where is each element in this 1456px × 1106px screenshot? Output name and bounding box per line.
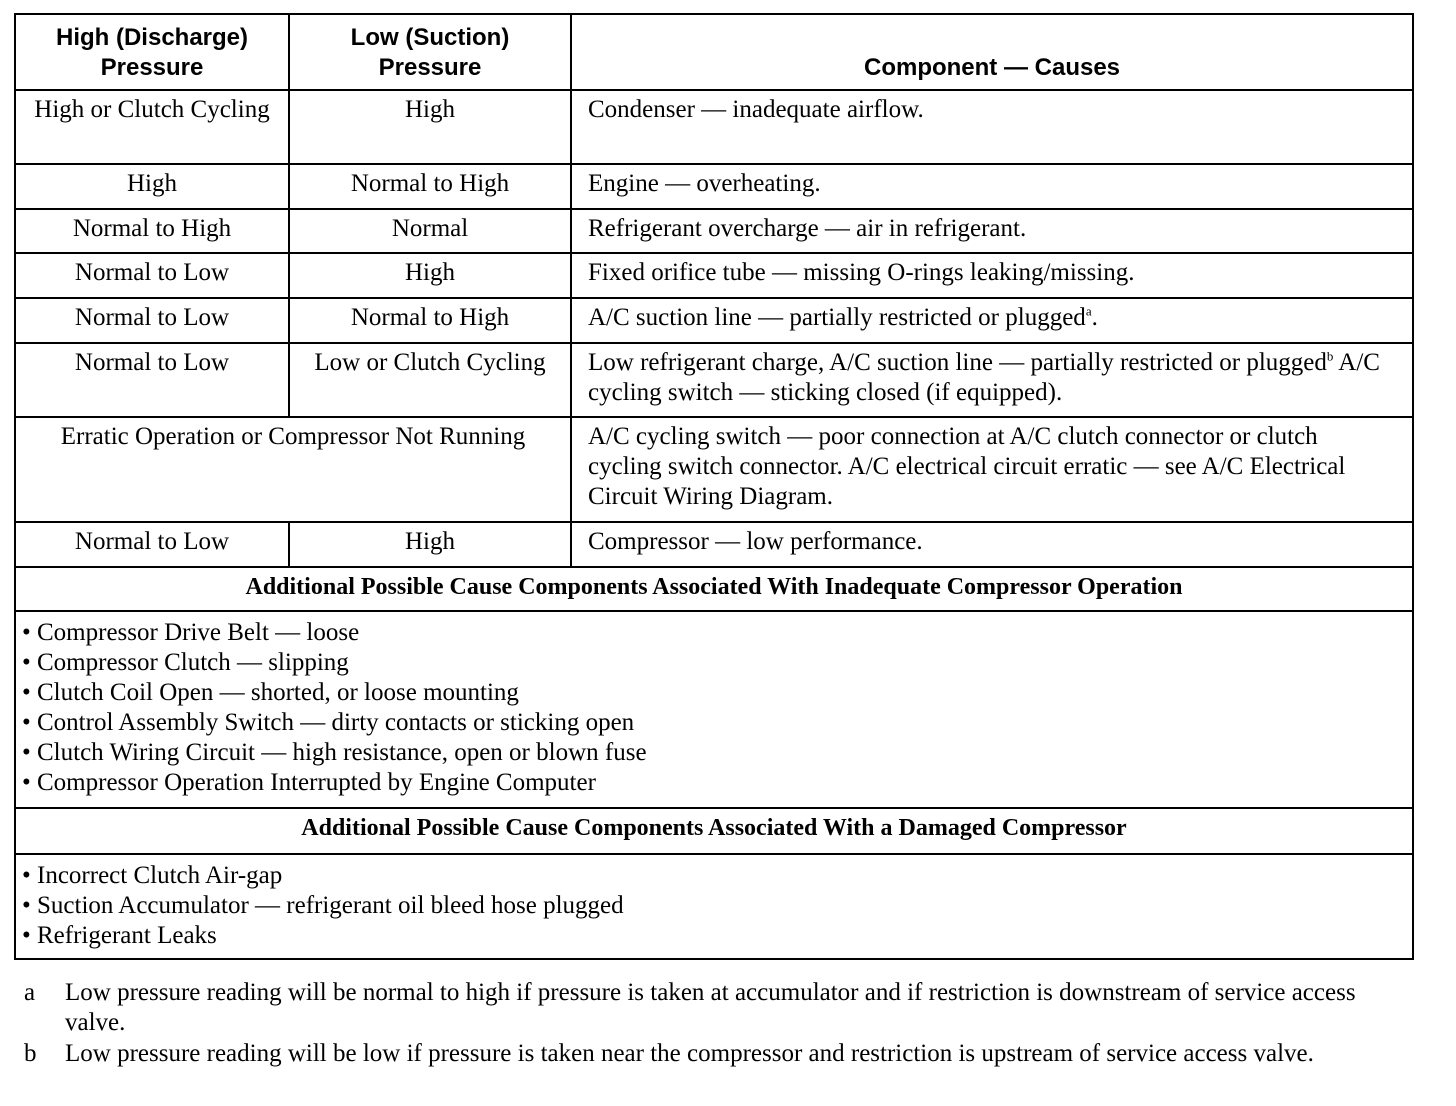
low-cell: High [289,90,571,164]
list-item: • Suction Accumulator — refrigerant oil bleed hose plugged [22,892,624,919]
list-item: • Clutch Coil Open — shorted, or loose mounting [22,679,519,706]
cause-cell [571,343,1413,417]
footnote [24,978,1404,1038]
cause-cell: A/C cycling switch — poor connection at A/C clutch connector or clutch cycling switch connector. A/C electrical circuit erratic — see A/C Electrical Circuit Wiring Diagram. [571,417,1413,522]
high-cell: Normal to High [15,209,289,253]
table-row [15,253,1413,298]
diagnosis-table [14,13,1414,960]
high-cell: Normal to Low [15,253,289,298]
cause-text: Refrigerant overcharge — air in refrigerant. [588,215,1027,242]
footnote-key: a [24,979,36,1006]
cause-text: A/C suction line — partially restricted or plugged [588,304,1086,331]
cause-text-end: . [1091,304,1098,331]
section-list-row [15,854,1413,959]
footnote-key: b [24,1040,37,1067]
table-row [15,343,1413,417]
cause-cell [571,164,1413,209]
cause-cell [571,209,1413,253]
section-title: Additional Possible Cause Components Associated With Inadequate Compressor Operation [15,567,1413,611]
section-header [15,567,1413,611]
high-cell: Normal to Low [15,343,289,417]
table-row [15,90,1413,164]
header-row [15,14,1413,90]
table-row [15,209,1413,253]
cause-text: Condenser — inadequate airflow. [588,96,924,123]
section-list [15,611,1413,808]
list-item: • Clutch Wiring Circuit — high resistance, open or blown fuse [22,739,647,766]
high-cell: High or Clutch Cycling [15,90,289,164]
section-header [15,808,1413,854]
cause-text: Fixed orifice tube — missing O-rings leaking/missing. [588,259,1135,286]
footnote [24,1039,1404,1069]
section-title: Additional Possible Cause Components Associated With a Damaged Compressor [15,808,1413,854]
list-item: • Control Assembly Switch — dirty contacts or sticking open [22,709,635,736]
cause-cell: Compressor — low performance. [571,522,1413,567]
erratic-cell: Erratic Operation or Compressor Not Running [15,417,571,522]
section-list-row [15,611,1413,808]
list-item: • Compressor Clutch — slipping [22,649,349,676]
header-high-pressure: High (Discharge) Pressure [15,14,289,90]
cause-cell [571,90,1413,164]
low-cell: High [289,522,571,567]
list-item: • Incorrect Clutch Air-gap [22,862,283,889]
header-low-pressure: Low (Suction) Pressure [289,14,571,90]
high-cell: Normal to Low [15,522,289,567]
cause-text: Low refrigerant charge, A/C suction line — partially restricted or plugged [588,349,1327,376]
table-row [15,522,1413,567]
low-cell: Low or Clutch Cycling [289,343,571,417]
footnote-ref: a [1085,303,1092,319]
low-cell: Normal to High [289,164,571,209]
list-item: • Compressor Drive Belt — loose [22,619,360,646]
low-cell: Normal [289,209,571,253]
low-cell: Normal to High [289,298,571,343]
list-item: • Compressor Operation Interrupted by Engine Computer [22,769,596,796]
high-cell: Normal to Low [15,298,289,343]
cause-cell [571,253,1413,298]
header-component-causes: Component — Causes [571,14,1413,90]
table-row-erratic [15,417,1413,522]
table-row [15,164,1413,209]
table-row [15,298,1413,343]
list-item: • Refrigerant Leaks [22,922,217,949]
footnote-text: Low pressure reading will be normal to high if pressure is taken at accumulator and if restriction is downstream of service access valve. [65,979,1356,1036]
footnote-text: Low pressure reading will be low if pressure is taken near the compressor and restriction is upstream of service access valve. [65,1040,1314,1067]
high-cell: High [15,164,289,209]
footnotes [24,978,1404,1070]
cause-cell [571,298,1413,343]
footnote-ref: b [1326,348,1334,364]
cause-text-end: A/C cycling switch — sticking closed (if equipped). [588,349,1393,406]
section-list [15,854,1413,959]
low-cell: High [289,253,571,298]
cause-text: Engine — overheating. [588,170,821,197]
